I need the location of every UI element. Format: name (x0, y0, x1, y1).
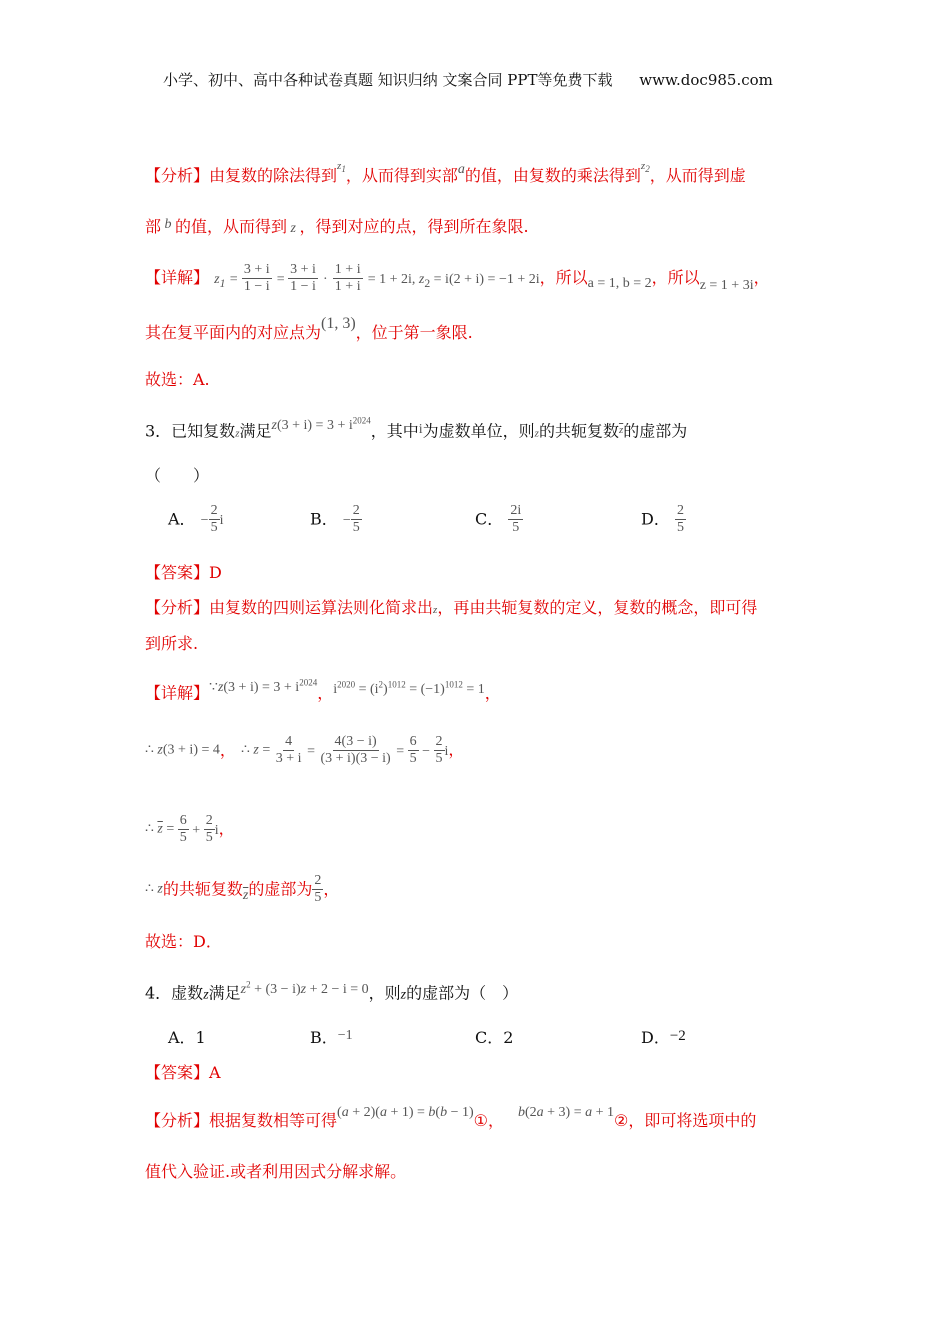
math-eq: = (392, 744, 408, 759)
option-label: D． (641, 1028, 670, 1047)
fraction: $\frac{3 + i}{1 - i}$ (290, 262, 316, 294)
stem-text: ，则 (368, 983, 401, 1003)
stem-text: 满足 (208, 983, 241, 1003)
q3-detail-line2 (145, 734, 464, 767)
math-zbar: z (618, 423, 624, 436)
option-label: D． (641, 509, 670, 529)
math-eq1: (a + 2)(a + 1) = b(b − 1) (337, 1105, 474, 1120)
q3-option-a (168, 503, 223, 536)
q3-answer: 【答案】D (145, 563, 222, 582)
fraction: $\frac{6}{5}$ (409, 734, 417, 766)
option-value: −1 (337, 1028, 353, 1043)
analysis-text: ，再由共轭复数的定义，复数的概念，即可得 (437, 598, 758, 617)
q3-paren: （ ） (145, 466, 210, 485)
detail-text: 的共轭复数 (162, 879, 243, 899)
q2-point-line (145, 315, 473, 344)
option-label: B． (310, 509, 338, 529)
math-z: z (235, 427, 240, 440)
analysis-text: ①， (473, 1111, 504, 1130)
analysis-text: ，从而得到实部 (345, 166, 458, 185)
math-zbar: $\overline{z}$ (242, 888, 249, 903)
math-z: z (433, 604, 438, 616)
fraction: $\frac{4(3 - i)}{(3 + i)(3 - i)}$ (320, 734, 391, 766)
detail-text: ， (484, 683, 501, 703)
q4-stem (145, 980, 518, 1006)
math-z: z (203, 987, 209, 1003)
fraction: $\frac{2}{5}$ (314, 873, 322, 905)
q3-detail-line3 (145, 813, 235, 846)
math-a: a (457, 162, 465, 177)
analysis-text: ，从而得到虚 (649, 166, 746, 185)
q4-analysis-line1 (145, 1105, 757, 1133)
analysis-text: 根据复数相等可得 (209, 1111, 338, 1130)
q3-choose: 故选：D． (145, 932, 222, 951)
option-label: C． (475, 509, 504, 529)
math-minus: − (200, 513, 209, 528)
q2-choose: 故选：A. (145, 370, 210, 389)
option-value: −2 (669, 1028, 686, 1044)
detail-text: ， (218, 819, 235, 838)
header-title: 小学、初中、高中各种试卷真题 知识归纳 文案合同 PPT等免费下载 (163, 71, 613, 89)
stem-text: 的虚部为（ ） (406, 983, 519, 1003)
q3-detail-line1 (145, 677, 501, 706)
analysis-tag: 【分析】 (145, 598, 210, 617)
math-z2: z2 (640, 160, 650, 175)
detail-tag: 【详解】 (145, 683, 210, 703)
detail-text: 其在复平面内的对应点为 (145, 323, 322, 342)
math-given: ∵z(3 + $i) = 3 + i^{2024}$ (209, 677, 318, 695)
analysis-tag: 【分析】 (145, 1111, 210, 1130)
q4-answer: 【答案】A (145, 1063, 221, 1082)
math-therefore: ∴ z = (241, 742, 274, 758)
q4-option-d (641, 1028, 686, 1049)
math-z: z (534, 427, 539, 440)
math-i: i (418, 421, 423, 437)
fraction: $\frac{2}{5}$ (205, 813, 213, 845)
detail-text: ， (317, 683, 334, 703)
stem-text: 的共轭复数 (538, 421, 619, 441)
math-dot: · (323, 272, 328, 287)
detail-tag: 【详解】 (145, 268, 210, 287)
detail-text: ， (219, 740, 236, 760)
math-therefore: ∴ $\overline{z}$ = (145, 821, 178, 837)
fraction: $\frac{6}{5}$ (179, 813, 187, 845)
q3-stem (145, 415, 688, 444)
detail-text: ，所以 (651, 268, 700, 287)
detail-text: ， (753, 268, 770, 287)
q2-analysis-line1 (145, 160, 746, 191)
analysis-text: 的值，由复数的乘法得到 (464, 166, 641, 185)
stem-text: 3．已知复数 (145, 421, 236, 441)
math-point: (1, 3) (321, 315, 356, 332)
fraction: $\frac{2}{5}$ (210, 503, 218, 535)
fraction: $\frac{3 + i}{1 - i}$ (243, 262, 270, 294)
q4-option-c: C．2 (475, 1028, 514, 1047)
analysis-text: 的值，从而得到 (175, 217, 288, 236)
analysis-text: ，得到对应的点，得到所在象限. (299, 217, 529, 236)
math-equation: $z^2 + (3 - i)z + 2 - i = 0$ (240, 979, 369, 997)
q2-analysis-line2 (145, 217, 529, 239)
q3-detail-line4 (145, 873, 339, 906)
math-z1z2-result: = 1 + 2i, $z_2 = i(2 + i) = -1 + 2i$ (367, 272, 540, 290)
analysis-text: 由复数的四则运算法则化简求出 (209, 598, 434, 617)
detail-text: 的虚部为 (248, 879, 313, 899)
math-z-result: z = 1 + 3i (699, 278, 754, 293)
fraction: $\frac{2}{5}$ (435, 734, 443, 766)
math-b: b (161, 217, 176, 232)
stem-text: 4．虚数 (145, 983, 204, 1003)
stem-text: 的虚部为 (623, 421, 688, 441)
math-eq: = (303, 744, 319, 759)
detail-text: ，所以 (539, 268, 588, 287)
math-condition: $z(3 + i) = 3 + i^{2024}$ (271, 415, 371, 433)
analysis-text: 部 (145, 217, 162, 236)
q2-detail-line (145, 262, 770, 295)
stem-text: 满足 (239, 421, 272, 441)
page-header (163, 70, 773, 90)
q3-option-d (641, 503, 686, 536)
q3-analysis-line2: 到所求. (145, 634, 199, 653)
q4-analysis-line2: 值代入验证.或者利用因式分解求解。 (145, 1162, 407, 1181)
q3-option-c (475, 503, 523, 536)
math-z1: z1 (337, 160, 346, 175)
fraction: $\frac{2}{5}$ (352, 503, 360, 535)
math-i: i (214, 823, 219, 838)
q4-option-b (310, 1028, 353, 1050)
option-label: B． (310, 1028, 338, 1047)
analysis-text: 由复数的除法得到 (209, 166, 338, 185)
math-z: z (400, 987, 407, 1003)
math-therefore: ∴ z (145, 881, 163, 897)
math-i: i (219, 513, 224, 528)
analysis-tag: 【分析】 (145, 166, 210, 185)
math-step: ∴ z(3 + i) = 4 (145, 742, 220, 758)
stem-text: ，其中 (370, 421, 419, 441)
detail-text: ，位于第一象限. (355, 323, 473, 342)
math-z1-division: $z_1$ = (214, 272, 242, 290)
math-eq2: b(2a + 3) = a + 1 (517, 1105, 615, 1120)
math-minus: − (342, 513, 351, 528)
math-z: z (287, 221, 300, 236)
math-plus: + (188, 823, 204, 838)
fraction: $\frac{2}{5}$ (676, 503, 684, 535)
fraction: $\frac{4}{3 + i}$ (275, 734, 302, 766)
detail-text: ， (448, 740, 465, 759)
header-url: www.doc985.com (639, 71, 773, 89)
detail-text: ， (323, 879, 340, 899)
q4-option-a: A．1 (168, 1028, 206, 1047)
math-i: i (444, 744, 449, 759)
stem-text: 为虚数单位，则 (422, 421, 535, 441)
math-power: $i^{2020} = (i^2)^{1012} = (-1)^{1012} = 1$ (333, 679, 485, 697)
math-ab: a = 1, b = 2 (587, 276, 652, 291)
math-eq: = (276, 272, 289, 287)
q3-analysis-line1 (145, 598, 757, 620)
fraction: $\frac{2i}{5}$ (510, 503, 522, 535)
q3-option-b (310, 503, 362, 536)
option-label: A． (168, 509, 196, 529)
fraction: $\frac{1 + i}{1 + i}$ (334, 262, 361, 294)
analysis-text: ②，即可将选项中的 (614, 1111, 757, 1130)
math-minus: − (418, 744, 434, 759)
